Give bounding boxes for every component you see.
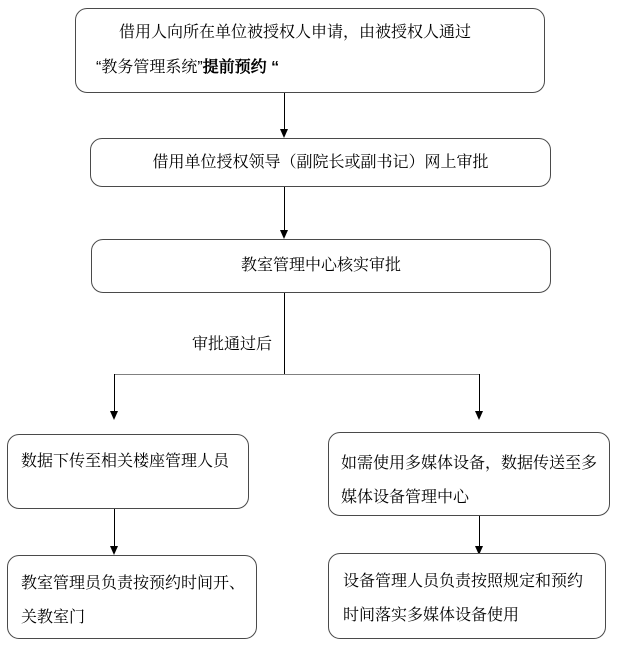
connector-center-to-branch [284,293,285,374]
node-apply-line2 [96,50,534,85]
node-room-manager [7,555,257,639]
node-leader-approval-label: 借用单位授权领导（副院长或副书记）网上审批 [152,153,489,171]
branch-horizontal-line [114,374,480,375]
node-equipment-manager-line2: 时间落实多媒体设备使用 [343,607,520,624]
node-apply-line2-normal: “教务管理系统” [96,59,203,76]
node-multimedia-transfer-line2: 媒体设备管理中心 [341,489,470,506]
node-apply-line2-bold: 提前预约 “ [202,59,280,76]
arrowhead-apply-to-leader [280,129,288,138]
arrowhead-leader-to-center [280,230,288,239]
branch-label: 审批通过后 [192,336,273,353]
node-multimedia-transfer-line1: 如需使用多媒体设备，数据传送至多 [341,455,598,472]
connector-multimedia-to-equipment [479,516,480,547]
node-room-manager-line1: 教室管理员负责按预约时间开、 [21,575,246,592]
branch-left-vertical [114,374,115,412]
node-center-verify [91,239,551,293]
connector-apply-to-leader [284,93,285,130]
connector-data-to-room [114,509,115,547]
node-equipment-manager [328,553,606,639]
node-data-download [7,434,249,509]
node-leader-approval [90,138,551,187]
arrowhead-branch-left [110,411,118,420]
branch-right-vertical [479,374,480,412]
node-room-manager-line2: 关教室门 [21,609,86,626]
node-apply [75,8,545,93]
arrowhead-branch-right [475,411,483,420]
node-center-verify-label: 教室管理中心核实审批 [240,257,401,274]
connector-leader-to-center [284,187,285,231]
node-multimedia-transfer [328,432,610,516]
node-data-download-label: 数据下传至相关楼座管理人员 [21,453,230,470]
arrowhead-data-to-room [110,546,118,555]
node-equipment-manager-line1: 设备管理人员负责按照规定和预约 [343,573,584,590]
node-apply-line1: 借用人向所在单位被授权人申请，由被授权人通过 [119,24,472,41]
